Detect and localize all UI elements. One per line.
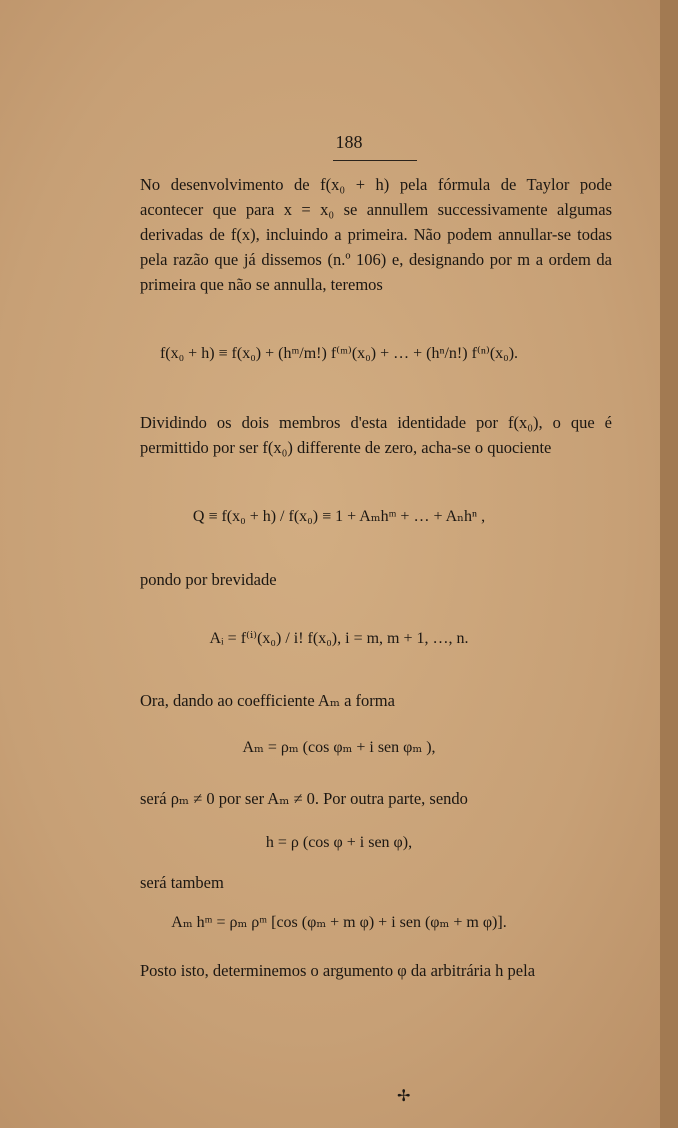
equation-quotient: Q ≡ f(x₀ + h) / f(x₀) ≡ 1 + Aₘhᵐ + … + Aₙhⁿ , bbox=[192, 508, 486, 525]
page-number: 188 bbox=[335, 132, 363, 152]
paragraph-taylor: No desenvolvimento de f(x₀ + h) pela fórmula de Taylor pode acontecer que para x = x₀ se annullem successivamente algumas derivadas de f(x), incluindo a primeira. Não podem annullar-se todas pela razão que já dissemos (n.º 106) e, designando por m a ordem da primeira que não se annulla, teremos bbox=[140, 175, 612, 294]
equation-h-form: h = ρ (cos φ + i sen φ), bbox=[265, 834, 413, 851]
printer-mark: ✢ bbox=[397, 1088, 411, 1105]
header-rule bbox=[333, 160, 417, 161]
page-edge bbox=[660, 0, 678, 1128]
equation-taylor: f(x₀ + h) ≡ f(x₀) + (hᵐ/m!) f⁽ᵐ⁾(x₀) + … + (hⁿ/n!) f⁽ⁿ⁾(x₀). bbox=[159, 345, 519, 362]
paragraph-ora: Ora, dando ao coefficiente Aₘ a forma bbox=[140, 691, 395, 710]
paragraph-sera-tambem: será tambem bbox=[140, 873, 224, 892]
equation-am-form: Aₘ = ρₘ (cos φₘ + i sen φₘ ), bbox=[242, 739, 436, 756]
paragraph-sera: será ρₘ ≠ 0 por ser Aₘ ≠ 0. Por outra parte, sendo bbox=[140, 789, 468, 808]
paragraph-posto: Posto isto, determinemos o argumento φ da arbitrária h pela bbox=[140, 961, 536, 980]
paragraph-dividindo: Dividindo os dois membros d'esta identidade por f(x₀), o que é permittido por ser f(x₀) differente de zero, acha-se o quociente bbox=[140, 413, 612, 457]
equation-coefficient: Aᵢ = f⁽ⁱ⁾(x₀) / i! f(x₀), i = m, m + 1, …, n. bbox=[209, 630, 469, 647]
equation-am-hm: Aₘ hᵐ = ρₘ ρᵐ [cos (φₘ + m φ) + i sen (φₘ + m φ)]. bbox=[171, 914, 507, 931]
paragraph-pondo: pondo por brevidade bbox=[140, 570, 277, 589]
